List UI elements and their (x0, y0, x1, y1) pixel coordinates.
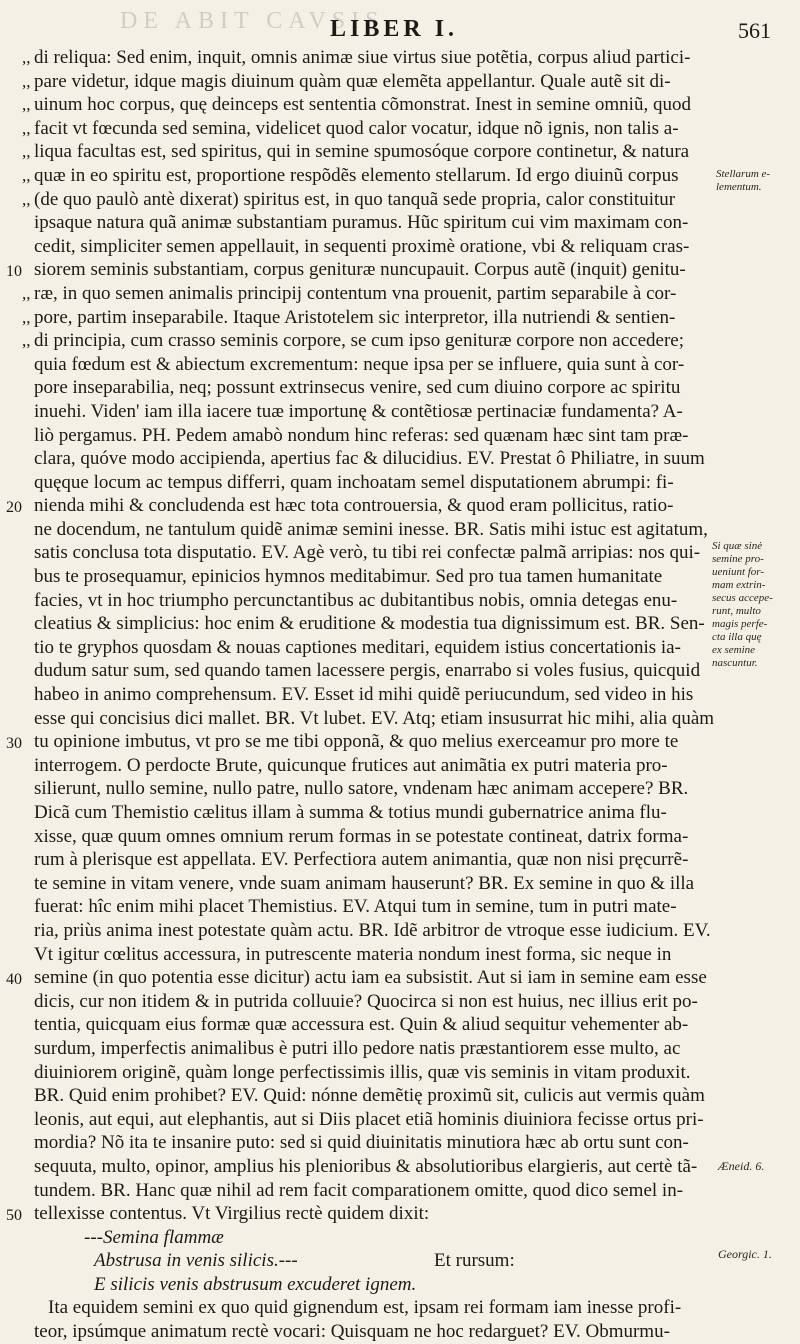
line-text: ræ, in quo semen animalis principij contentum vna prouenit, partim separabile à cor- (34, 282, 677, 304)
text-line (6, 730, 714, 754)
text-line (22, 93, 714, 117)
text-line (22, 46, 714, 70)
text-line (34, 943, 714, 967)
line-text: facies, vt in hoc triumpho percunctantibus ac dubitantibus nobis, omnia detegas enu- (34, 589, 678, 611)
text-line (34, 1296, 714, 1320)
verse-line (34, 1273, 714, 1297)
margin-note-line: ueniunt for- (712, 566, 765, 578)
text-line (34, 565, 714, 589)
line-text: te semine in vitam venere, vnde suam animam hauserunt? BR. Ex semine in quo & illa (34, 872, 695, 894)
text-line (34, 1037, 714, 1061)
line-text: ria, priùs anima inest potestate quàm actu. BR. Idẽ arbitror de vtroque esse iudicium. EV. (34, 919, 711, 941)
margin-note-georgic (718, 1248, 772, 1261)
line-text: rum à plerisque est appellata. EV. Perfectiora autem animantia, quæ non nisi pręcurrẽ- (34, 849, 689, 871)
quote-mark: ,, (22, 118, 31, 138)
verse-text: Abstrusa in venis silicis.--- (94, 1250, 298, 1272)
line-text: bus te prosequamur, epinicios hymnos meditabimur. Sed pro tua tamen humanitate (34, 566, 663, 588)
margin-note-aeneid (718, 1160, 764, 1173)
line-text: quia fœdum est & abiectum excrementum: neque ipsa per se influere, quia sunt à cor- (34, 353, 685, 375)
quote-mark: ,, (22, 307, 31, 327)
line-text: nienda mihi & concludenda est hæc tota controuersia, & quod eram pollicitus, ratio- (34, 495, 674, 517)
line-text: ipsaque natura quã animæ substantiam puramus. Hũc spiritum cui vim maximam con- (34, 212, 689, 234)
text-line (34, 707, 714, 731)
line-text: di principia, cum crasso seminis corpore, se cum ipso genituræ corpore non accedere; (34, 330, 685, 352)
text-line (22, 188, 714, 212)
text-line (34, 589, 714, 613)
line-number: 10 (6, 263, 22, 281)
quote-mark: ,, (22, 71, 31, 91)
text-line (34, 1131, 714, 1155)
line-text: satis conclusa tota disputatio. EV. Agè verò, tu tibi rei confectæ palmã arripias: nos qui- (34, 542, 701, 564)
line-text: mordia? Nõ ita te insanire puto: sed si quid diuinitatis minutiora hæc ab ortu sunt con- (34, 1132, 689, 1154)
line-text: diuiniorem originẽ, quàm longe perfectissimis illis, quæ vis seminis in vitam produxit. (34, 1061, 691, 1083)
text-line (6, 258, 714, 282)
line-text: pore inseparabilia, neq; possunt extrinsecus venire, sed cum diuino corpore ac spiritu (34, 377, 681, 399)
line-text: tentia, quicquam eius formæ quæ accessura est. Quin & aliud sequitur vehementer ab- (34, 1014, 689, 1036)
text-line (6, 966, 714, 990)
line-text: tu opinione imbutus, vt pro se me tibi opponã, & quo melius exerceamur pro more te (34, 731, 679, 753)
text-line (34, 919, 714, 943)
text-line (34, 848, 714, 872)
page-header (0, 16, 800, 44)
margin-note-line: Georgic. 1. (718, 1247, 772, 1261)
line-text: quęque locum ac tempus differri, quam inchoatam semel disputationem abrumpi: fi- (34, 471, 674, 493)
line-text: di reliqua: Sed enim, inquit, omnis animæ siue virtus siue potẽtia, corpus aliud partici- (34, 47, 691, 68)
line-text: cedit, simpliciter semen appellauit, in sequenti proximè oratione, vbi & reliquam cras- (34, 235, 690, 257)
margin-note-line: lementum. (716, 181, 762, 193)
quote-mark: ,, (22, 165, 31, 185)
text-line (34, 754, 714, 778)
text-line (34, 1108, 714, 1132)
line-text: quæ in eo spiritu est, proportione respõdẽs elemento stellarum. Id ergo diuinũ corpus (34, 164, 679, 186)
line-text: siorem seminis substantiam, corpus genituræ nuncupauit. Corpus autẽ (inquit) genitu- (34, 259, 686, 281)
quote-mark: ,, (22, 95, 31, 115)
text-line (34, 447, 714, 471)
line-text: BR. Quid enim prohibet? EV. Quid: nónne demẽtię proximũ sit, culicis aut vermis quàm (34, 1085, 705, 1107)
margin-note-line: Æneid. 6. (718, 1159, 765, 1173)
margin-note-line: ex semine (712, 644, 756, 656)
line-text: pore, partim inseparabile. Itaque Aristotelem sic interpretor, illa nutriendi & sentien- (34, 306, 676, 328)
text-line (6, 1202, 714, 1226)
text-line (34, 541, 714, 565)
text-line (34, 1155, 714, 1179)
verse-line (34, 1226, 714, 1250)
line-text: facit vt fœcunda sed semina, videlicet quod calor vocatur, idque nõ ignis, non talis a- (34, 117, 679, 139)
margin-note-line: secus accepe- (712, 592, 773, 604)
line-text: inuehi. Viden' iam illa iacere tuæ importunę & contẽtiosæ pertinaciæ fundamenta? A- (34, 400, 683, 422)
margin-note-line: semine pro- (712, 553, 764, 565)
text-line (34, 801, 714, 825)
line-number: 20 (6, 499, 22, 517)
text-line (34, 777, 714, 801)
quote-mark: ,, (22, 331, 31, 351)
line-text: Ita equidem semini ex quo quid gignendum est, ipsam rei formam iam inesse profi- (48, 1297, 682, 1319)
line-number: 50 (6, 1207, 22, 1225)
line-text: liqua facultas est, sed spiritus, qui in semine spumosóque corpore continetur, & natura (34, 141, 690, 163)
line-text: ne docendum, ne tantulum quidẽ animæ semini inesse. BR. Satis mihi istuc est agitatum, (34, 518, 708, 540)
line-text: leonis, aut equi, aut elephantis, aut si Diis placet etiã hominis diuiniora fecisse ortus pri- (34, 1108, 704, 1130)
line-number: 30 (6, 735, 22, 753)
margin-note-line: nascuntur. (712, 657, 758, 669)
verse-text: ---Semina flammæ (84, 1226, 224, 1248)
text-line (34, 636, 714, 660)
text-line (34, 895, 714, 919)
text-line (34, 1320, 714, 1344)
line-text: dudum satur sum, sed quando tamen lacessere pergis, enarrabo si voles fusius, quicquid (34, 660, 701, 682)
text-line (34, 471, 714, 495)
margin-note-line: Stellarum e- (716, 168, 771, 180)
margin-note-line: Si quæ sinė (712, 540, 763, 552)
body-text (6, 46, 715, 1344)
text-line (22, 282, 714, 306)
text-line (34, 990, 714, 1014)
text-line (34, 612, 714, 636)
text-line (34, 424, 714, 448)
text-line (34, 211, 714, 235)
verse-line (34, 1249, 714, 1273)
text-line (34, 376, 714, 400)
line-text: clara, quóve modo accipienda, apertius fac & dilucidius. EV. Prestat ô Philiatre, in suum (34, 448, 705, 470)
line-text: sequuta, multo, opinor, amplius his plenioribus & absolutioribus elargieris, aut certè tã- (34, 1155, 698, 1177)
line-text: Vt igitur cœlitus accessura, in putrescente materia nondum inest forma, sic neque in (34, 943, 672, 965)
text-line (34, 518, 714, 542)
text-line (22, 140, 714, 164)
text-line (34, 683, 714, 707)
line-text: teor, ipsúmque animatum rectè vocari: Quisquam ne hoc redarguet? EV. Obmurmu- (34, 1321, 670, 1343)
text-line (22, 70, 714, 94)
page-number: 561 (738, 18, 771, 43)
text-line (6, 494, 714, 518)
line-text: tellexisse contentus. Vt Virgilius rectè quidem dixit: (34, 1203, 430, 1225)
line-text: tundem. BR. Hanc quæ nihil ad rem facit comparationem omitte, quod dico semel in- (34, 1179, 684, 1201)
line-text: fuerat: hîc enim mihi placet Themistius. EV. Atqui tum in semine, tum in putri mate- (34, 896, 677, 918)
line-text: xisse, quæ quum omnes omnium rerum formas in se potestate contineat, datrix forma- (34, 825, 689, 847)
line-text: semine (in quo potentia esse dicitur) actu iam ea subsistit. Aut si iam in semine eam esse (34, 967, 707, 989)
text-line (34, 1013, 714, 1037)
margin-note-semina (712, 540, 773, 670)
text-line (34, 1084, 714, 1108)
line-text: silierunt, nullo semine, nullo patre, nullo satore, vndenam hæc animam accepere? BR. (34, 778, 689, 800)
line-text: (de quo paulò antè dixerat) spiritus est, in quo tanquã sede propria, calor constituitur (34, 188, 676, 210)
line-text: uinum hoc corpus, quę deinceps est sententia cõmonstrat. Inest in semine omniũ, quod (34, 94, 691, 116)
line-text: habeo in animo comprehensum. EV. Esset id mihi quidẽ periucundum, sed video in his (34, 684, 694, 706)
text-line (34, 659, 714, 683)
margin-note-line: mam extrin- (712, 579, 766, 591)
text-line (34, 872, 714, 896)
text-line (22, 164, 714, 188)
text-line (34, 400, 714, 424)
margin-note-stellarum (716, 168, 770, 194)
line-text: pare videtur, idque magis diuinum quàm quæ elemẽta appellantur. Quale autẽ sit di- (34, 70, 671, 92)
line-text: tio te gryphos quosdam & nouas captiones meditari, equidem istius concertationis ia- (34, 636, 681, 658)
margin-note-line: cta illa quę (712, 631, 762, 643)
text-line (34, 1061, 714, 1085)
line-text: Dicã cum Themistio cælitus illam à summa & totius mundi gubernatrice anima flu- (34, 802, 667, 823)
quote-mark: ,, (22, 48, 31, 67)
text-line (34, 353, 714, 377)
quote-mark: ,, (22, 189, 31, 209)
verse-connector: Et rursum: (434, 1250, 515, 1272)
quote-mark: ,, (22, 283, 31, 303)
text-line (34, 825, 714, 849)
text-line (34, 1179, 714, 1203)
text-line (22, 306, 714, 330)
line-text: interrogem. O perdocte Brute, quicunque frutices aut animãtia ex putri materia pro- (34, 754, 668, 776)
text-line (22, 117, 714, 141)
quote-mark: ,, (22, 142, 31, 162)
line-text: cleatius & simplicius: hoc enim & eruditione & modestia tua dignissimum est. BR. Sen- (34, 613, 705, 635)
line-text: dicis, cur non itidem & in putrida colluuie? Quocirca si non est huius, nec illius erit po- (34, 990, 698, 1012)
margin-note-line: runt, multo (712, 605, 761, 617)
text-line (22, 329, 714, 353)
line-text: surdum, imperfectis animalibus è putri illo pedore natis præstantiorem esse multo, ac (34, 1037, 681, 1059)
verse-text: E silicis venis abstrusum excuderet ignem. (94, 1273, 417, 1295)
running-title: LIBER I. (330, 16, 459, 42)
line-text: esse qui concisius dici mallet. BR. Vt lubet. EV. Atq; etiam insusurrat hic mihi, alia quàm (34, 707, 715, 729)
line-text: liò pergamus. PH. Pedem amabò nondum hinc referas: sed quænam hæc sint tam præ- (34, 424, 689, 446)
bleed-through-text: DE ABIT CAVSIS (120, 8, 385, 34)
margin-note-line: magis perfe- (712, 618, 768, 630)
text-line (34, 235, 714, 259)
line-number: 40 (6, 971, 22, 989)
